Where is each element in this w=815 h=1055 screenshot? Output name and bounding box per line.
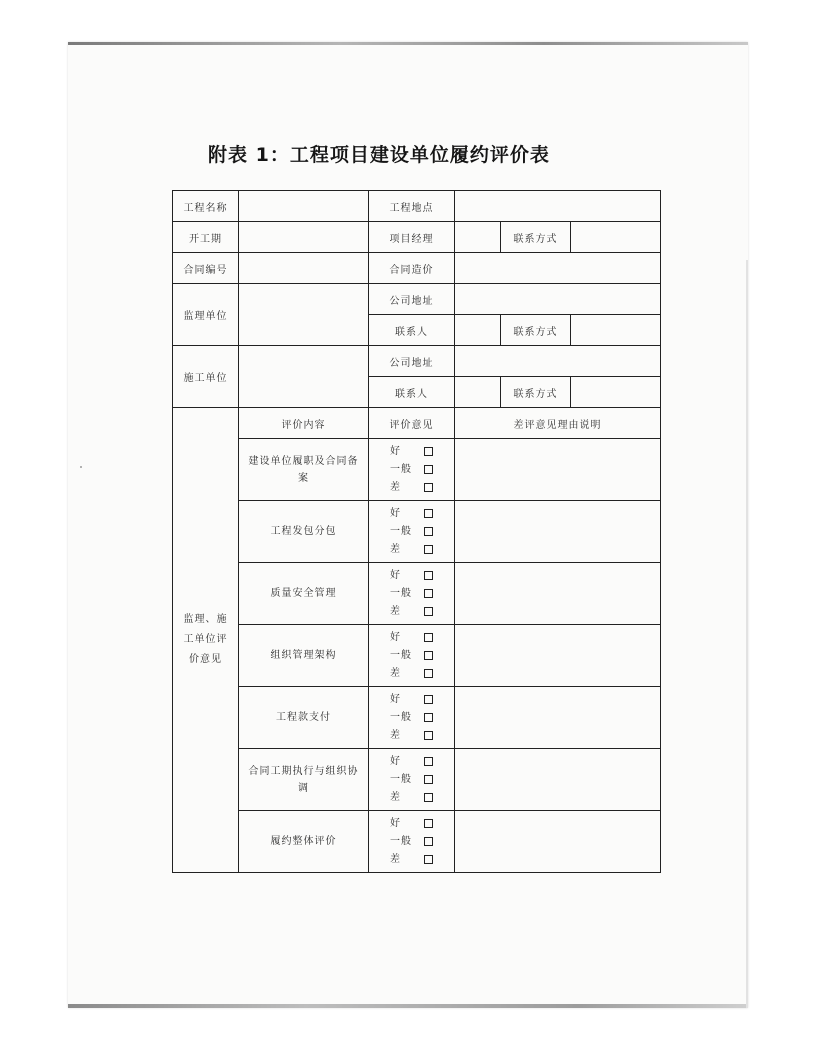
- poor-reason-field[interactable]: [455, 563, 661, 625]
- evaluation-row: [173, 811, 661, 873]
- supervision-unit-label: 监理单位: [173, 284, 239, 346]
- evaluation-item-label: 工程款支付: [276, 712, 331, 723]
- evaluation-row: [173, 439, 661, 501]
- rating-good-option[interactable]: 好: [390, 815, 433, 833]
- checkbox-icon[interactable]: [424, 775, 433, 784]
- rating-average-option[interactable]: 一般: [390, 523, 433, 541]
- rating-average-option[interactable]: 一般: [390, 833, 433, 851]
- evaluation-group-cell: [173, 408, 239, 873]
- start-date-field[interactable]: [239, 222, 369, 253]
- rating-poor-option[interactable]: 差: [390, 789, 433, 807]
- checkbox-icon[interactable]: [424, 669, 433, 678]
- rating-options: [369, 749, 455, 811]
- rating-average-option[interactable]: 一般: [390, 709, 433, 727]
- checkbox-icon[interactable]: [424, 465, 433, 474]
- rating-good-option[interactable]: 好: [390, 443, 433, 461]
- rating-options: [369, 563, 455, 625]
- checkbox-icon[interactable]: [424, 483, 433, 492]
- construction-unit-label: 施工单位: [173, 346, 239, 408]
- row-start-date: [173, 222, 661, 253]
- row-construction-address: [173, 346, 661, 377]
- rating-poor-option[interactable]: 差: [390, 665, 433, 683]
- evaluation-item-label-cell: [239, 811, 369, 873]
- checkbox-icon[interactable]: [424, 447, 433, 456]
- evaluation-item-label-cell: [239, 687, 369, 749]
- project-location-field[interactable]: [455, 191, 661, 222]
- checkbox-icon[interactable]: [424, 819, 433, 828]
- rating-good-option[interactable]: 好: [390, 753, 433, 771]
- supervision-contact-method-field[interactable]: [571, 315, 661, 346]
- poor-reason-field[interactable]: [455, 501, 661, 563]
- paper-right-edge: [746, 260, 748, 1008]
- checkbox-icon[interactable]: [424, 607, 433, 616]
- rating-options: [369, 811, 455, 873]
- row-supervision-address: [173, 284, 661, 315]
- row-evaluation-header: [173, 408, 661, 439]
- construction-contact-person-label: 联系人: [369, 377, 455, 408]
- checkbox-icon[interactable]: [424, 695, 433, 704]
- rating-average-option[interactable]: 一般: [390, 585, 433, 603]
- poor-reason-field[interactable]: [455, 625, 661, 687]
- rating-poor-option[interactable]: 差: [390, 603, 433, 621]
- page-title: 附表 1：工程项目建设单位履约评价表: [208, 144, 550, 166]
- header-evaluation-opinion: 评价意见: [369, 408, 455, 439]
- evaluation-item-label-cell: [239, 625, 369, 687]
- poor-reason-field[interactable]: [455, 749, 661, 811]
- checkbox-icon[interactable]: [424, 527, 433, 536]
- rating-options: [369, 625, 455, 687]
- construction-address-label: 公司地址: [369, 346, 455, 377]
- project-manager-field[interactable]: [455, 222, 501, 253]
- evaluation-item-label-cell: [239, 501, 369, 563]
- evaluation-item-label: 质量安全管理: [270, 588, 337, 599]
- rating-options: [369, 501, 455, 563]
- checkbox-icon[interactable]: [424, 545, 433, 554]
- supervision-address-label: 公司地址: [369, 284, 455, 315]
- checkbox-icon[interactable]: [424, 633, 433, 642]
- supervision-unit-field[interactable]: [239, 284, 369, 346]
- poor-reason-field[interactable]: [455, 687, 661, 749]
- construction-contact-person-field[interactable]: [455, 377, 501, 408]
- rating-poor-option[interactable]: 差: [390, 541, 433, 559]
- project-contact-label: 联系方式: [501, 222, 571, 253]
- rating-options: [369, 439, 455, 501]
- header-evaluation-content: 评价内容: [239, 408, 369, 439]
- project-contact-field[interactable]: [571, 222, 661, 253]
- evaluation-row: [173, 563, 661, 625]
- checkbox-icon[interactable]: [424, 793, 433, 802]
- project-manager-label: 项目经理: [369, 222, 455, 253]
- evaluation-group-label: 监理、施工单位评价意见: [183, 614, 228, 665]
- rating-average-option[interactable]: 一般: [390, 461, 433, 479]
- checkbox-icon[interactable]: [424, 509, 433, 518]
- supervision-address-field[interactable]: [455, 284, 661, 315]
- evaluation-item-label-cell: [239, 439, 369, 501]
- evaluation-item-label-cell: [239, 749, 369, 811]
- rating-poor-option[interactable]: 差: [390, 727, 433, 745]
- construction-contact-method-field[interactable]: [571, 377, 661, 408]
- construction-contact-method-label: 联系方式: [501, 377, 571, 408]
- row-contract-no: [173, 253, 661, 284]
- rating-poor-option[interactable]: 差: [390, 479, 433, 497]
- checkbox-icon[interactable]: [424, 731, 433, 740]
- construction-unit-field[interactable]: [239, 346, 369, 408]
- evaluation-item-label: 合同工期执行与组织协调: [248, 765, 359, 794]
- evaluation-row: [173, 625, 661, 687]
- checkbox-icon[interactable]: [424, 757, 433, 766]
- evaluation-form-table: [172, 190, 661, 873]
- evaluation-item-label: 建设单位履职及合同备案: [248, 455, 359, 484]
- header-poor-reason: 差评意见理由说明: [455, 408, 661, 439]
- checkbox-icon[interactable]: [424, 855, 433, 864]
- supervision-contact-person-label: 联系人: [369, 315, 455, 346]
- rating-average-option[interactable]: 一般: [390, 771, 433, 789]
- evaluation-row: [173, 749, 661, 811]
- construction-address-field[interactable]: [455, 346, 661, 377]
- rating-good-option[interactable]: 好: [390, 691, 433, 709]
- contract-price-field[interactable]: [455, 253, 661, 284]
- contract-price-label: 合同造价: [369, 253, 455, 284]
- scan-speck: [80, 466, 82, 468]
- contract-no-field[interactable]: [239, 253, 369, 284]
- evaluation-item-label: 工程发包分包: [270, 526, 337, 537]
- poor-reason-field[interactable]: [455, 439, 661, 501]
- rating-options: [369, 687, 455, 749]
- evaluation-row: [173, 501, 661, 563]
- evaluation-item-label: 履约整体评价: [270, 836, 337, 847]
- contract-no-label: 合同编号: [173, 253, 239, 284]
- rating-poor-option[interactable]: 差: [390, 851, 433, 869]
- rating-good-option[interactable]: 好: [390, 567, 433, 585]
- supervision-contact-method-label: 联系方式: [501, 315, 571, 346]
- evaluation-item-label: 组织管理架构: [270, 650, 337, 661]
- project-name-label: 工程名称: [173, 191, 239, 222]
- checkbox-icon[interactable]: [424, 571, 433, 580]
- rating-good-option[interactable]: 好: [390, 629, 433, 647]
- checkbox-icon[interactable]: [424, 589, 433, 598]
- paper-top-edge: [68, 42, 748, 45]
- checkbox-icon[interactable]: [424, 837, 433, 846]
- poor-reason-field[interactable]: [455, 811, 661, 873]
- rating-good-option[interactable]: 好: [390, 505, 433, 523]
- row-project-name: [173, 191, 661, 222]
- project-name-field[interactable]: [239, 191, 369, 222]
- evaluation-row: [173, 687, 661, 749]
- project-location-label: 工程地点: [369, 191, 455, 222]
- rating-average-option[interactable]: 一般: [390, 647, 433, 665]
- evaluation-item-label-cell: [239, 563, 369, 625]
- start-date-label: 开工期: [173, 222, 239, 253]
- paper-bottom-edge: [68, 1004, 748, 1008]
- checkbox-icon[interactable]: [424, 713, 433, 722]
- checkbox-icon[interactable]: [424, 651, 433, 660]
- supervision-contact-person-field[interactable]: [455, 315, 501, 346]
